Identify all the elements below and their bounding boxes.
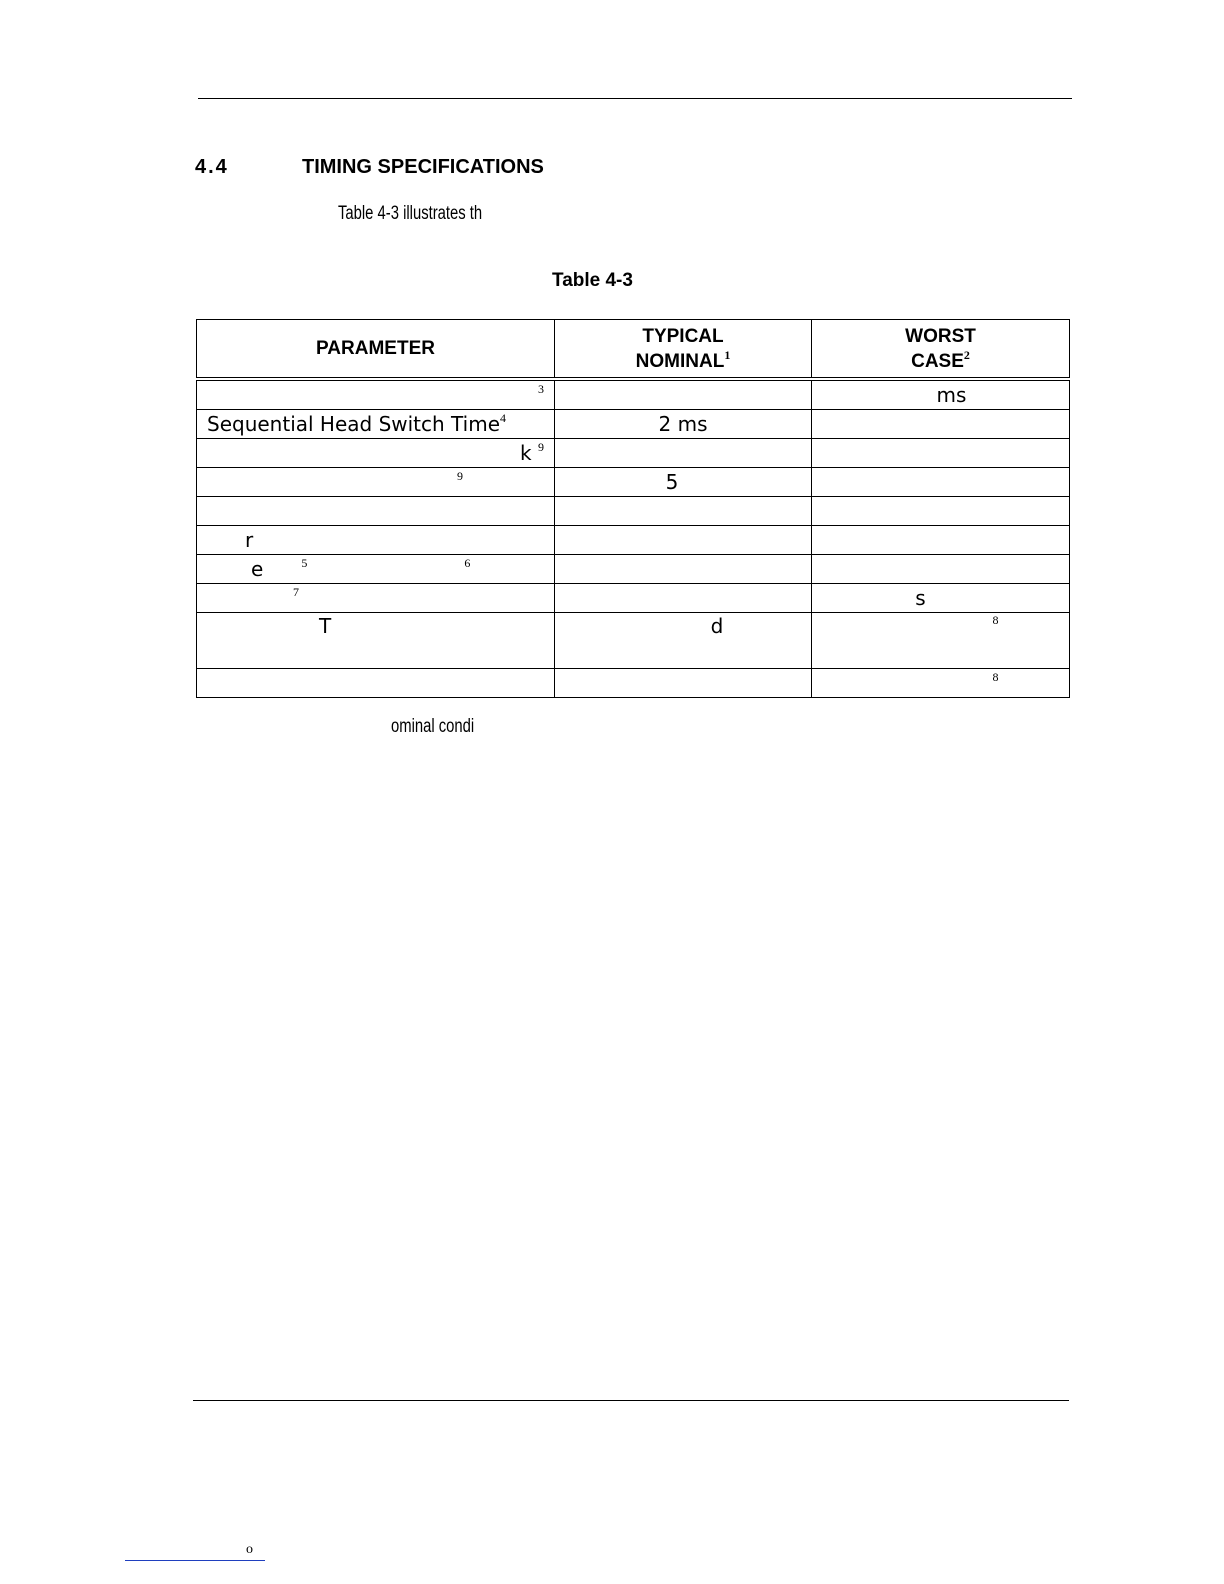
- worst-note: 8: [992, 613, 999, 627]
- worst-cell: [812, 526, 1070, 555]
- worst-header-line1: WORST: [905, 325, 976, 347]
- parameter-header: [197, 320, 555, 380]
- parameter-note: 4: [500, 411, 506, 425]
- typical-cell: [555, 555, 812, 584]
- footer-link[interactable]: [125, 1543, 265, 1561]
- typical-cell: [555, 468, 812, 497]
- worst-cell: [812, 613, 1070, 669]
- typical-cell: [555, 410, 812, 439]
- typical-value: d: [710, 614, 724, 638]
- typical-value: 2 ms: [658, 412, 708, 436]
- footnote-text: ominal condi: [391, 716, 475, 737]
- parameter-text: T: [319, 614, 332, 638]
- section-heading: [195, 156, 544, 179]
- intro-paragraph: Table 4-3 illustrates th: [338, 203, 483, 224]
- table-caption: Table 4-3: [552, 270, 633, 291]
- table-row: [197, 439, 1070, 468]
- section-number: 4.4: [195, 156, 229, 178]
- worst-cell: [812, 439, 1070, 468]
- worst-cell: [812, 497, 1070, 526]
- worst-cell: [812, 584, 1070, 613]
- table-header-row: [197, 320, 1070, 380]
- table-row: [197, 669, 1070, 698]
- parameter-header-label: PARAMETER: [316, 338, 435, 359]
- worst-header-line2: CASE: [911, 350, 964, 372]
- header-rule: [198, 98, 1072, 99]
- worst-cell: [812, 379, 1070, 410]
- parameter-cell: [197, 669, 555, 698]
- parameter-text: r: [245, 528, 254, 552]
- typical-cell: [555, 439, 812, 468]
- parameter-text: e: [251, 557, 264, 581]
- typical-header-line1: TYPICAL: [642, 325, 724, 347]
- worst-note: 8: [992, 670, 999, 684]
- worst-header: [812, 320, 1070, 380]
- table-row: [197, 379, 1070, 410]
- parameter-cell: [197, 555, 555, 584]
- footer-link-text: o: [246, 1542, 253, 1557]
- parameter-note: 3: [538, 382, 544, 396]
- parameter-cell: [197, 584, 555, 613]
- parameter-note: 9: [538, 440, 544, 454]
- parameter-text: Sequential Head Switch Time: [207, 412, 500, 436]
- typical-cell: [555, 379, 812, 410]
- typical-header-note: 1: [724, 347, 731, 362]
- parameter-text: k: [520, 441, 532, 465]
- table-row: [197, 468, 1070, 497]
- table-row: [197, 410, 1070, 439]
- typical-cell: [555, 669, 812, 698]
- typical-cell: [555, 613, 812, 669]
- typical-cell: [555, 584, 812, 613]
- worst-value: s: [915, 586, 926, 610]
- timing-spec-table: [196, 319, 1070, 698]
- table-row: [197, 613, 1070, 669]
- worst-header-note: 2: [963, 347, 970, 362]
- parameter-note: 5: [301, 556, 308, 570]
- section-title: TIMING SPECIFICATIONS: [302, 156, 544, 178]
- table-row: [197, 555, 1070, 584]
- parameter-cell: [197, 379, 555, 410]
- typical-header: [555, 320, 812, 380]
- parameter-cell: [197, 613, 555, 669]
- parameter-cell: [197, 410, 555, 439]
- parameter-note: 9: [457, 469, 463, 483]
- table-row: [197, 584, 1070, 613]
- parameter-note: 7: [293, 585, 299, 599]
- worst-cell: [812, 468, 1070, 497]
- worst-value: ms: [936, 383, 967, 407]
- typical-cell: [555, 526, 812, 555]
- worst-cell: [812, 555, 1070, 584]
- typical-header-line2: NOMINAL: [635, 350, 725, 372]
- worst-cell: [812, 669, 1070, 698]
- parameter-cell: [197, 468, 555, 497]
- typical-cell: [555, 497, 812, 526]
- worst-cell: [812, 410, 1070, 439]
- parameter-cell: [197, 439, 555, 468]
- typical-value: 5: [665, 470, 679, 494]
- parameter-note-2: 6: [464, 556, 471, 570]
- table-row: [197, 497, 1070, 526]
- parameter-cell: [197, 497, 555, 526]
- table-row: [197, 526, 1070, 555]
- parameter-cell: [197, 526, 555, 555]
- footer-rule: [193, 1400, 1069, 1401]
